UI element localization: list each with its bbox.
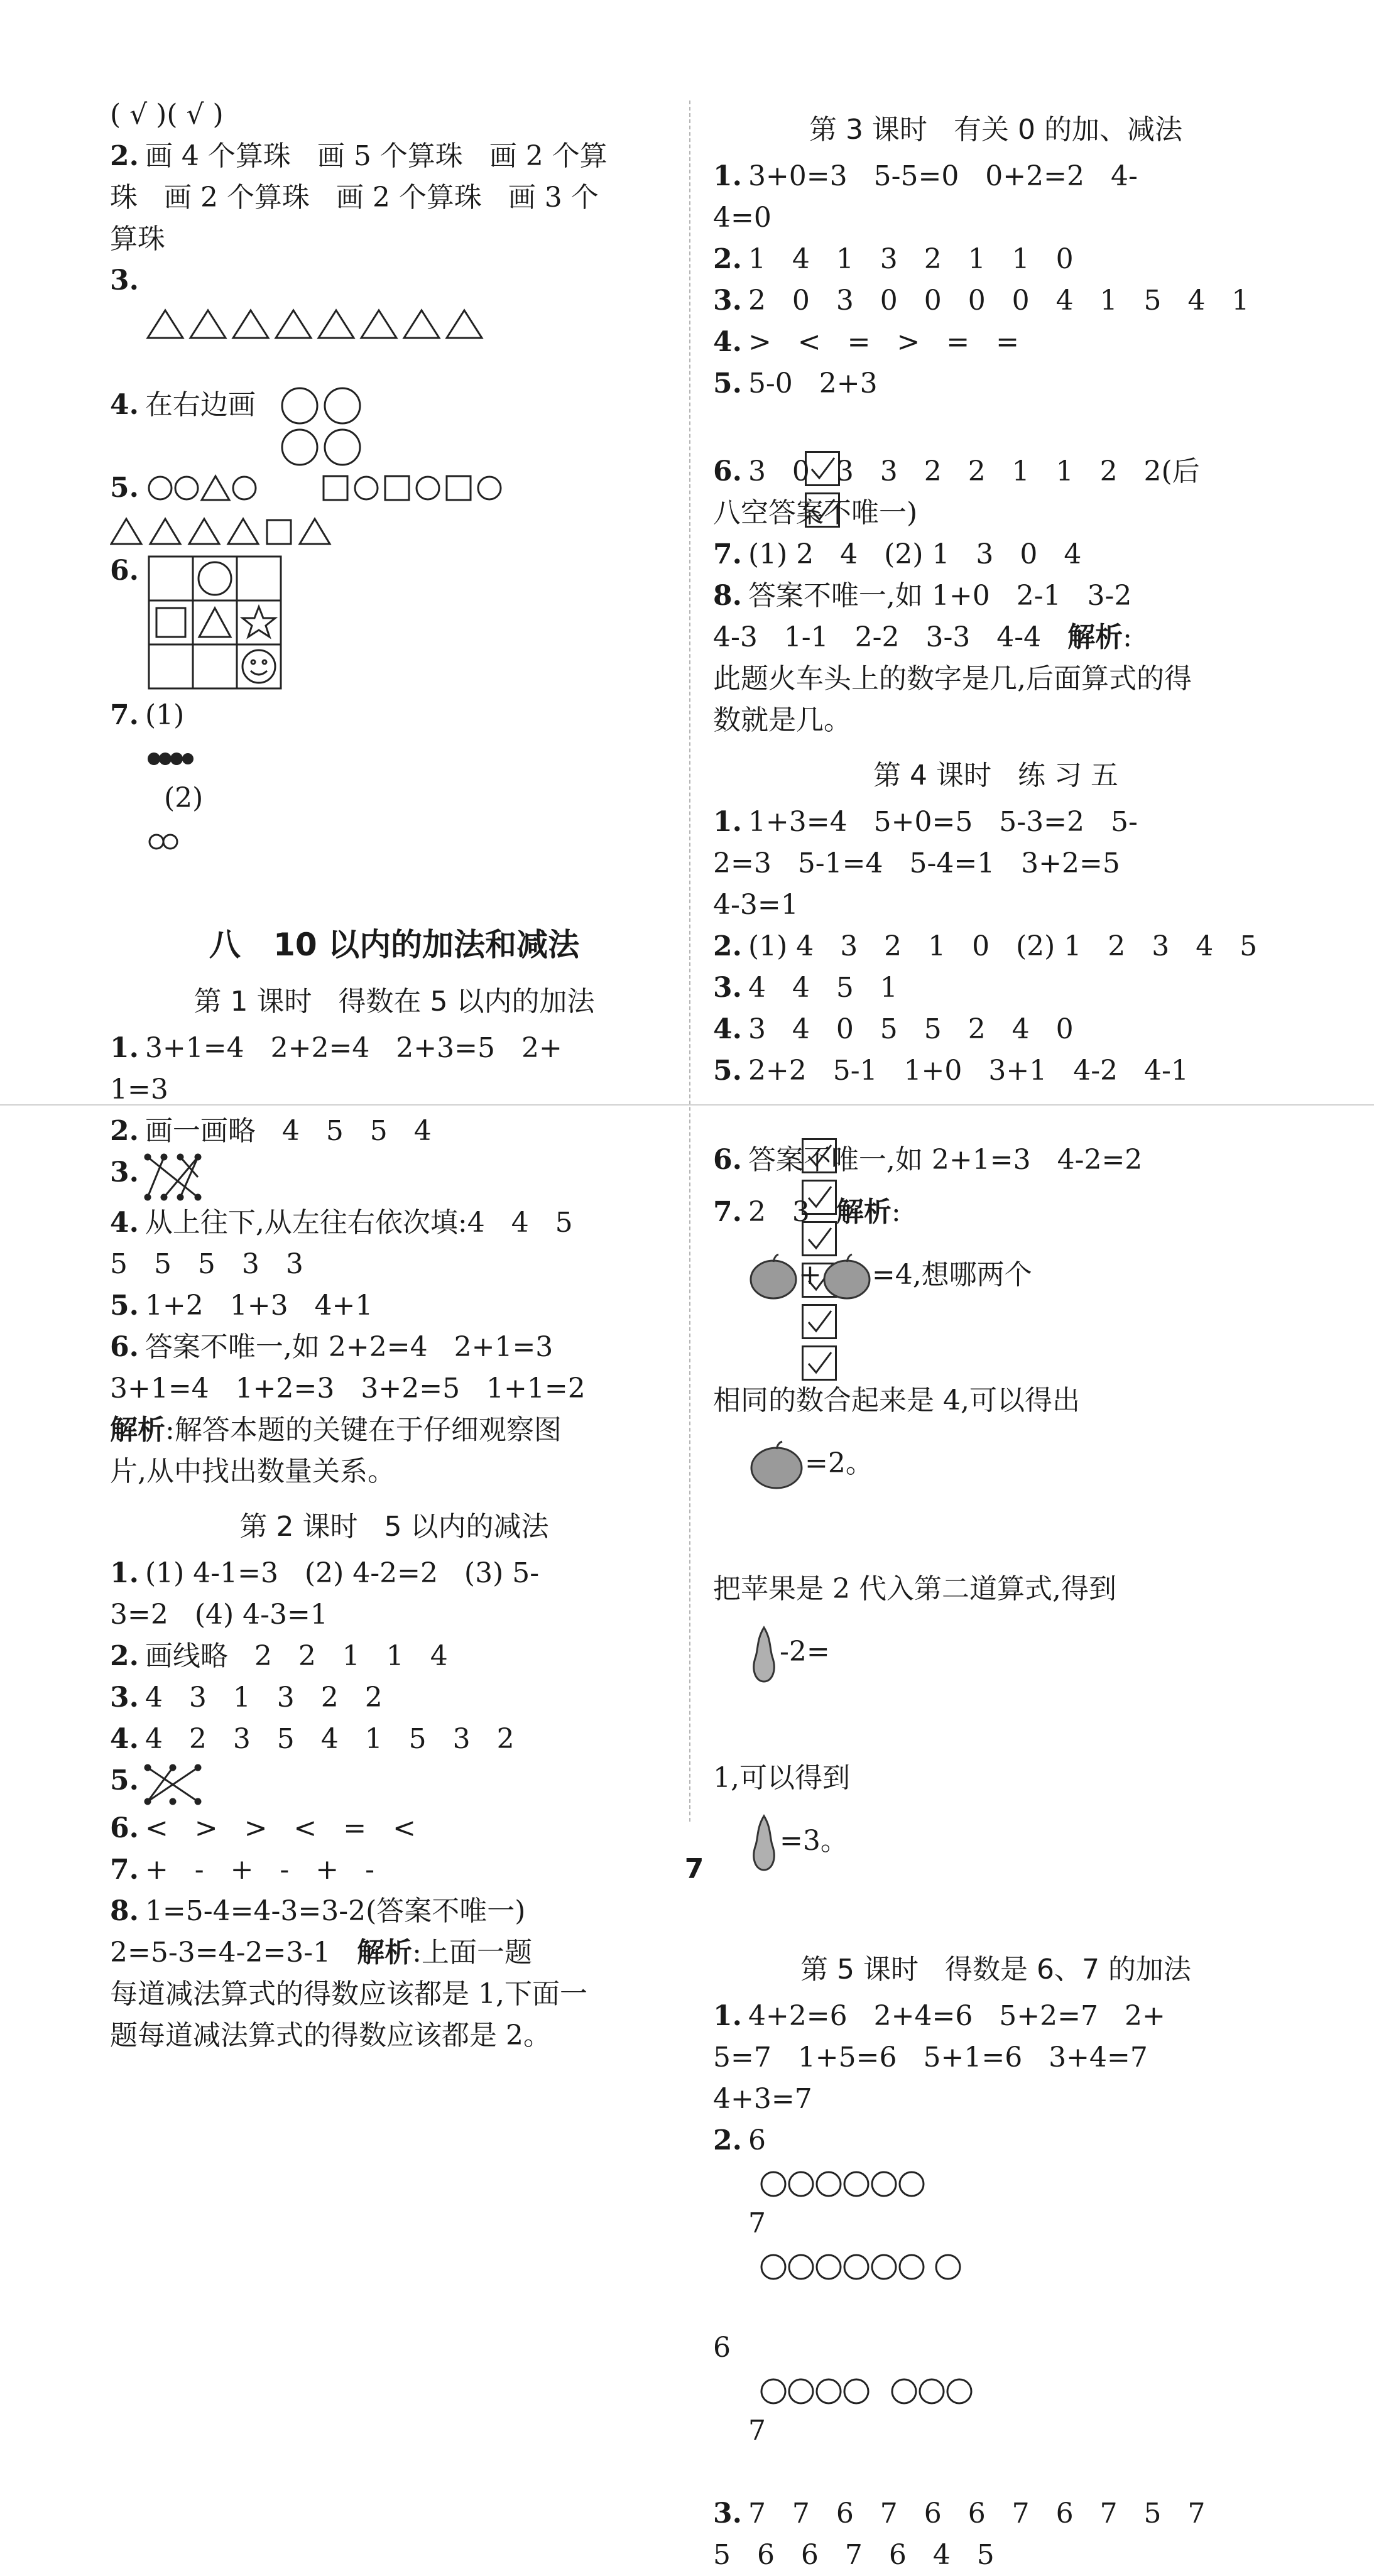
item-number: 6.: [110, 1812, 139, 1844]
item-number: 1.: [110, 1557, 139, 1589]
item-number: 5.: [110, 1290, 139, 1322]
item-number: 1.: [713, 2000, 742, 2032]
item-number: 2.: [713, 2124, 742, 2156]
lesson-title: 第 3 课时 有关 0 的加、减法: [809, 114, 1182, 146]
answer-text: 2 0 3 0 0 0 0 4 1 5 4 1: [748, 285, 1250, 317]
item-number: 3.: [110, 1156, 139, 1188]
item-number: 6.: [713, 1144, 742, 1176]
page-number: 7: [684, 1853, 704, 1885]
item-number: 4.: [110, 1723, 139, 1755]
item-number: 6.: [110, 555, 139, 587]
answer-text: :上面一题: [412, 1937, 532, 1969]
item-number: 7.: [110, 699, 139, 731]
answer-text: (1) 2 4 (2) 1 3 0 4: [748, 538, 1082, 570]
answer-line: 3+1=4 1+2=3 3+2=5 1+1=2: [110, 1372, 586, 1405]
answer-text: (2): [163, 782, 204, 814]
item-number: 1.: [110, 1032, 139, 1064]
answer-line: 5 5 5 3 3: [110, 1248, 303, 1280]
answer-text: (1): [144, 699, 185, 731]
answer-text: 画 4 个算珠 画 5 个算珠 画 2 个算: [144, 140, 608, 172]
answer-text: :: [1123, 621, 1132, 653]
circles-group: [748, 2378, 987, 2405]
answer-line: 2=3 5-1=4 5-4=1 3+2=5: [713, 847, 1120, 879]
answer-line: 题每道减法算式的得数应该都是 2。: [110, 2019, 551, 2052]
answer-line: 此题火车头上的数字是几,后面算式的得: [713, 663, 1192, 695]
answer-text: 答案不唯一,如 2+2=4 2+1=3: [144, 1331, 553, 1363]
item-number: 4.: [713, 326, 742, 358]
item-number: 3.: [713, 285, 742, 317]
answer-text: :: [891, 1196, 901, 1228]
circles-row-6: [748, 2170, 937, 2198]
item-number: 3.: [713, 2497, 742, 2530]
item-number: 6.: [110, 1331, 139, 1363]
item-number: 7.: [713, 538, 742, 570]
item-number: 4.: [110, 389, 139, 421]
answer-line: 5=7 1+5=6 5+1=6 3+4=7: [713, 2041, 1148, 2073]
answer-text: 3+0=3 5-5=0 0+2=2 4-: [748, 160, 1138, 192]
answer-text: 4+2=6 2+4=6 5+2=7 2+: [748, 2000, 1165, 2032]
answer-text: 画一画略 4 5 5 4: [144, 1115, 432, 1147]
answer-line: 4+3=7: [713, 2083, 812, 2115]
answer-text: =4,想哪两个: [871, 1259, 1032, 1291]
item-number: 3.: [110, 1682, 139, 1714]
item-number: 5.: [110, 472, 139, 504]
answer-text: 4 4 5 1: [748, 972, 898, 1004]
item-number: 7.: [713, 1196, 742, 1228]
answer-text: 7: [748, 2415, 766, 2447]
apple-icon: [748, 1440, 805, 1491]
lesson-title: 第 1 课时 得数在 5 以内的加法: [194, 986, 595, 1018]
answer-line: 珠 画 2 个算珠 画 2 个算珠 画 3 个: [110, 182, 599, 214]
answer-text: 3 4 0 5 5 2 4 0: [748, 1013, 1074, 1045]
answer-text: + - + - + -: [144, 1854, 374, 1886]
answer-text: 6: [713, 2332, 731, 2364]
left-column: [110, 94, 679, 2057]
item-number: 1.: [713, 160, 742, 192]
answer-text: 答案不唯一,如 2+1=3 4-2=2: [748, 1144, 1143, 1176]
analysis-label: 解析: [836, 1196, 891, 1228]
answer-line: 八空答案不唯一): [713, 497, 918, 529]
column-divider: [689, 101, 690, 1822]
item-number: 4.: [110, 1207, 139, 1239]
answer-line: ( √ )( √ ): [110, 99, 224, 131]
answer-text: 2=5-3=4-2=3-1: [110, 1937, 357, 1969]
item-number: 5.: [713, 1055, 742, 1087]
answer-text: 7: [748, 2207, 766, 2239]
section-title: 八 10 以内的加法和减法: [209, 927, 580, 963]
answer-text: 3+1=4 2+2=4 2+3=5 2+: [144, 1032, 562, 1064]
item-number: 2.: [713, 930, 742, 962]
answer-line: 5 6 6 7 6 4 5: [713, 2539, 995, 2571]
item-number: 3.: [110, 264, 139, 296]
answer-text: 把苹果是 2 代入第二道算式,得到: [713, 1573, 1116, 1605]
answer-text: 4 3 1 3 2 2: [144, 1682, 383, 1714]
item-number: 8.: [713, 580, 742, 612]
answer-text: 在右边画: [144, 389, 256, 421]
answer-text: 3 0 3 3 2 2 1 1 2 2(后: [748, 455, 1200, 487]
lesson-title: 第 4 课时 练 习 五: [873, 759, 1118, 791]
answer-text: 2 3: [748, 1196, 836, 1228]
answer-text: 画线略 2 2 1 1 4: [144, 1640, 448, 1672]
analysis-label: 解析: [357, 1937, 413, 1969]
item-number: 2.: [110, 140, 139, 172]
answer-text: > < = > = =: [748, 326, 1019, 358]
answer-text: 6: [748, 2124, 766, 2156]
answer-text: < > > < = <: [144, 1812, 416, 1844]
item-number: 2.: [110, 1115, 139, 1147]
answer-text: (1) 4 3 2 1 0 (2) 1 2 3 4 5: [748, 930, 1258, 962]
answer-line: 片,从中找出数量关系。: [110, 1455, 395, 1487]
crossing-lines-figure: [141, 1763, 210, 1807]
answer-text: -2=: [779, 1636, 830, 1668]
item-number: 7.: [110, 1854, 139, 1886]
matching-lines-figure: [141, 1152, 210, 1202]
answer-text: 从上往下,从左往右依次填:4 4 5: [144, 1207, 573, 1239]
apple-icon: [748, 1253, 799, 1301]
answer-text: =2。: [804, 1447, 873, 1479]
item-number: 4.: [713, 1013, 742, 1045]
answer-line: 数就是几。: [713, 704, 851, 736]
answer-text: 1 4 1 3 2 1 1 0: [748, 243, 1074, 275]
item-number: 6.: [713, 455, 742, 487]
item-number: 8.: [110, 1895, 139, 1927]
answer-text: =3。: [779, 1824, 848, 1857]
answer-line: 1=3: [110, 1073, 168, 1106]
answer-text: 1+2 1+3 4+1: [144, 1290, 373, 1322]
answer-text: 2+2 5-1 1+0 3+1 4-2 4-1: [748, 1055, 1189, 1087]
apple-icon: [822, 1253, 872, 1301]
answer-line: 算珠: [110, 223, 165, 255]
analysis-label: 解析: [1067, 621, 1123, 653]
pear-icon: [748, 1624, 780, 1684]
answer-line: 3=2 (4) 4-3=1: [110, 1599, 328, 1631]
item-number: 2.: [110, 1640, 139, 1672]
beads-pair-icon: [145, 832, 183, 851]
answer-text: (1) 4-1=3 (2) 4-2=2 (3) 5-: [144, 1557, 540, 1589]
answer-text: +: [798, 1259, 822, 1291]
lesson-title: 第 2 课时 5 以内的减法: [239, 1511, 549, 1543]
answer-text: :解答本题的关键在于仔细观察图: [165, 1414, 562, 1446]
right-column: [713, 107, 1279, 2576]
answer-text: 7 7 6 7 6 6 7 6 7 5 7: [748, 2497, 1206, 2530]
shape-grid-figure: [148, 555, 286, 693]
circles-row-7: [748, 2253, 962, 2281]
item-number: 1.: [713, 806, 742, 838]
pear-icon: [748, 1812, 780, 1872]
answer-text: 5-0 2+3: [748, 367, 878, 399]
answer-line: 每道减法算式的得数应该都是 1,下面一: [110, 1978, 587, 2010]
item-number: 3.: [713, 972, 742, 1004]
answer-text: 4 2 3 5 4 1 5 3 2: [144, 1723, 515, 1755]
circles-figure: [280, 386, 374, 467]
answer-text: 1,可以得到: [713, 1761, 850, 1794]
triangles-figure: [145, 308, 497, 340]
item-number: 2.: [713, 243, 742, 275]
item-number: 5.: [110, 1764, 139, 1796]
item-number: 5.: [713, 367, 742, 399]
shapes-pattern-figure: [110, 467, 663, 550]
lesson-title: 第 5 课时 得数是 6、7 的加法: [800, 1954, 1191, 1986]
answer-text: 4-3 1-1 2-2 3-3 4-4: [713, 621, 1068, 653]
beads-icon: [145, 749, 195, 768]
answer-line: 4-3=1: [713, 889, 799, 921]
answer-text: 1=5-4=4-3=3-2(答案不唯一): [144, 1895, 526, 1927]
answer-line: 4=0: [713, 202, 772, 234]
answer-text: 1+3=4 5+0=5 5-3=2 5-: [748, 806, 1138, 838]
analysis-label: 解析: [110, 1414, 165, 1446]
answer-text: 答案不唯一,如 1+0 2-1 3-2: [748, 580, 1132, 612]
answer-text: 相同的数合起来是 4,可以得出: [713, 1384, 1080, 1416]
